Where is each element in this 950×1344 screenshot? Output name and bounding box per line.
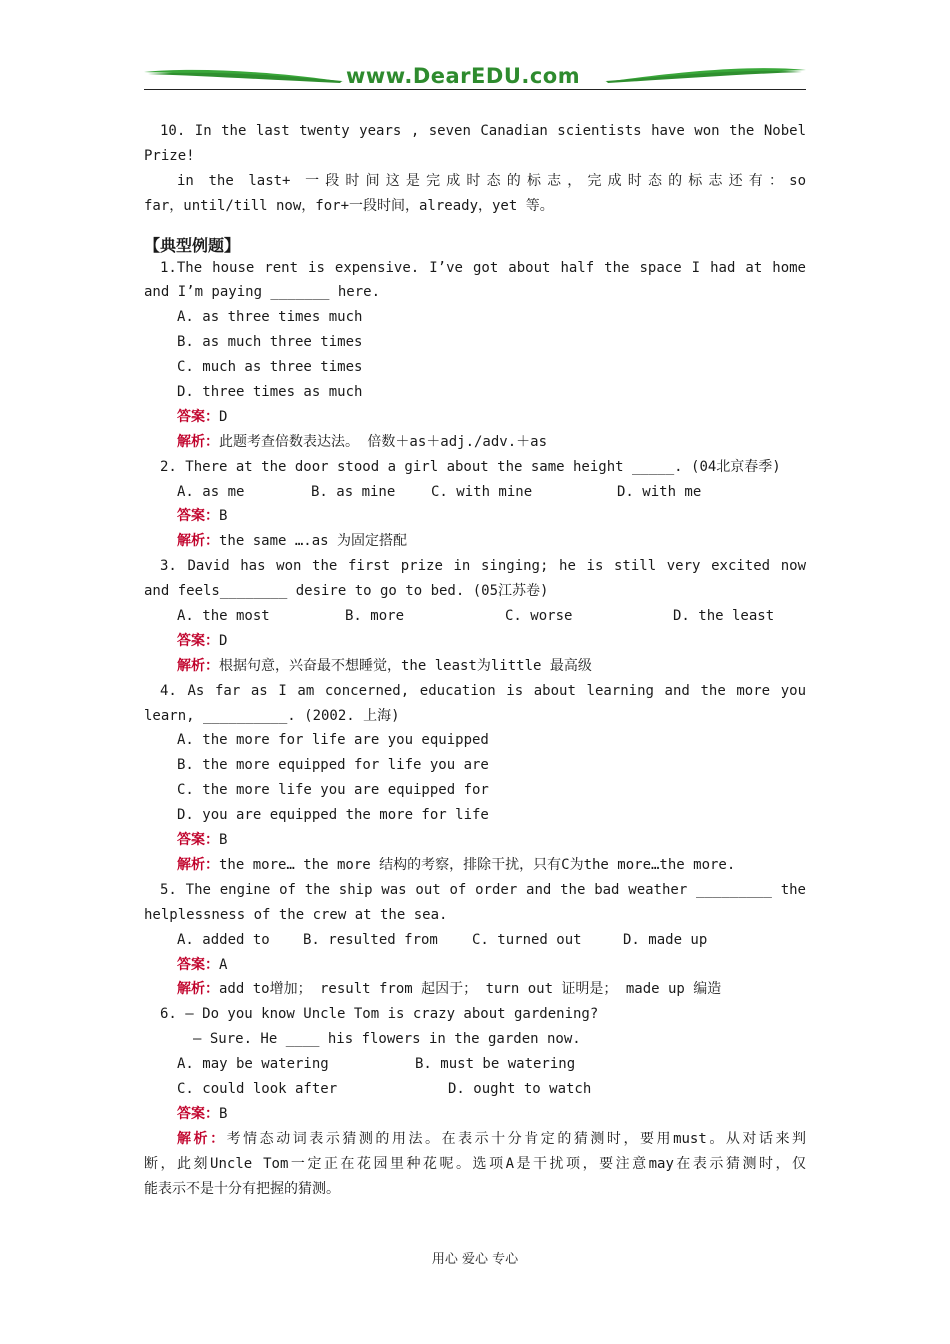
answer-label: 答案： (177, 508, 219, 525)
q5-answer (144, 953, 806, 978)
q4-answer (144, 828, 806, 853)
q4-stem-cont: learn, __________. (2002. 上海) (144, 707, 400, 724)
analysis-label: 解析： (177, 533, 219, 550)
answer-value: D (219, 632, 228, 649)
q6-option: D. ought to watch (448, 1080, 592, 1097)
answer-value: B (219, 1105, 228, 1122)
q3-options (144, 604, 806, 629)
q3-analysis (144, 654, 806, 679)
analysis-text: the more… the more 结构的考察，排除干扰，只有C为the more…the more. (219, 856, 736, 873)
q2-stem: 2. There at the door stood a girl about the same height _____. (04北京春季) (160, 458, 781, 475)
q5-stem: 5. The engine of the ship was out of order and the bad weather _________ the (160, 881, 806, 898)
q2-option: C. with mine (431, 483, 533, 500)
analysis-text: 根据句意，兴奋最不想睡觉，the least为little 最高级 (219, 657, 592, 674)
q4-option: A. the more for life are you equipped (177, 732, 489, 749)
q3-option: C. worse (505, 608, 573, 625)
note-text-cont: far，until/till now，for+一段时间，already，yet 等。 (144, 197, 554, 214)
analysis-label: 解析： (177, 657, 219, 674)
page-footer: 用心 爱心 专心 (431, 1252, 519, 1267)
q6-analysis (144, 1127, 806, 1152)
q3-stem: 3. David has won the first prize in singing; he is still very excited now (160, 558, 806, 575)
q6-option: A. may be watering (177, 1056, 329, 1073)
q1-option: A. as three times much (177, 309, 363, 326)
q1-answer (144, 405, 806, 430)
q5-options (144, 928, 806, 953)
analysis-label: 解析： (177, 1130, 227, 1147)
q4-analysis (144, 853, 806, 878)
q3-option: D. the least (673, 608, 775, 625)
q5-stem-cont: helplessness of the crew at the sea. (144, 906, 448, 923)
q6-option: C. could look after (177, 1080, 338, 1097)
q2-option: A. as me (177, 483, 245, 500)
answer-label: 答案： (177, 956, 219, 973)
q2-analysis (144, 529, 806, 554)
q1-stem-cont: and I’m paying _______ here. (144, 284, 381, 301)
q6-analysis-cont: 断，此刻Uncle Tom一定正在花园里种花呢。选项A是干扰项，要注意may在表示猜测时，仅 (144, 1155, 806, 1172)
q4-option: B. the more equipped for life you are (177, 757, 489, 774)
q10-text-cont: Prize! (144, 147, 195, 164)
q2-option: B. as mine (311, 483, 396, 500)
analysis-label: 解析： (177, 856, 219, 873)
q1-analysis (144, 430, 806, 455)
q6-analysis-cont: 能表示不是十分有把握的猜测。 (144, 1180, 340, 1197)
note-text: in the last+ 一段时间这是完成时态的标志，完成时态的标志还有：so (177, 172, 806, 189)
q6-answer (144, 1102, 806, 1127)
section-title: 【典型例题】 (144, 235, 241, 255)
analysis-label: 解析： (177, 433, 219, 450)
q5-option: D. made up (623, 931, 708, 948)
q3-answer (144, 629, 806, 654)
q4-option: C. the more life you are equipped for (177, 782, 489, 799)
q1-option: D. three times as much (177, 384, 363, 401)
analysis-text: 此题考查倍数表达法。 倍数＋as＋adj./adv.＋as (219, 433, 548, 450)
q4-option: D. you are equipped the more for life (177, 807, 489, 824)
q5-analysis (144, 977, 806, 1002)
q1-stem: 1.The house rent is expensive. I’ve got about half the space I had at home (160, 259, 806, 276)
answer-value: A (219, 956, 228, 973)
q5-option: B. resulted from (303, 931, 438, 948)
q1-option: C. much as three times (177, 359, 363, 376)
q2-options (144, 480, 806, 505)
analysis-text: the same ….as 为固定搭配 (219, 533, 408, 550)
answer-value: B (219, 508, 228, 525)
answer-label: 答案： (177, 1105, 219, 1122)
site-logo: www.DearEDU.com (346, 64, 581, 88)
q3-stem-cont: and feels________ desire to go to bed. (05江苏卷) (144, 583, 549, 600)
analysis-text: add to增加； result from 起因于； turn out 证明是； made up 编造 (219, 981, 722, 998)
answer-value: B (219, 832, 228, 849)
header-banner (144, 60, 806, 92)
q6-stem: 6. — Do you know Uncle Tom is crazy about gardening? (160, 1006, 599, 1023)
q4-stem: 4. As far as I am concerned, education is about learning and the more you (160, 682, 806, 699)
q6-options (144, 1052, 806, 1077)
q3-option: A. the most (177, 608, 270, 625)
q6-stem-reply: — Sure. He ____ his flowers in the garden now. (193, 1031, 581, 1048)
document-body (144, 119, 806, 1201)
answer-label: 答案： (177, 632, 219, 649)
q10-text: 10. In the last twenty years , seven Canadian scientists have won the Nobel (160, 123, 806, 139)
q2-answer (144, 504, 806, 529)
header-rule (144, 89, 806, 90)
answer-value: D (219, 408, 228, 425)
q2-option: D. with me (617, 483, 702, 500)
analysis-text: 考情态动词表示猜测的用法。在表示十分肯定的猜测时，要用must。从对话来判 (226, 1130, 806, 1147)
answer-label: 答案： (177, 832, 219, 849)
answer-label: 答案： (177, 408, 219, 425)
analysis-label: 解析： (177, 981, 219, 998)
q5-option: C. turned out (472, 931, 582, 948)
q1-option: B. as much three times (177, 334, 363, 351)
q5-option: A. added to (177, 931, 270, 948)
q6-options (144, 1077, 806, 1102)
q3-option: B. more (345, 608, 405, 625)
q6-option: B. must be watering (415, 1056, 576, 1073)
